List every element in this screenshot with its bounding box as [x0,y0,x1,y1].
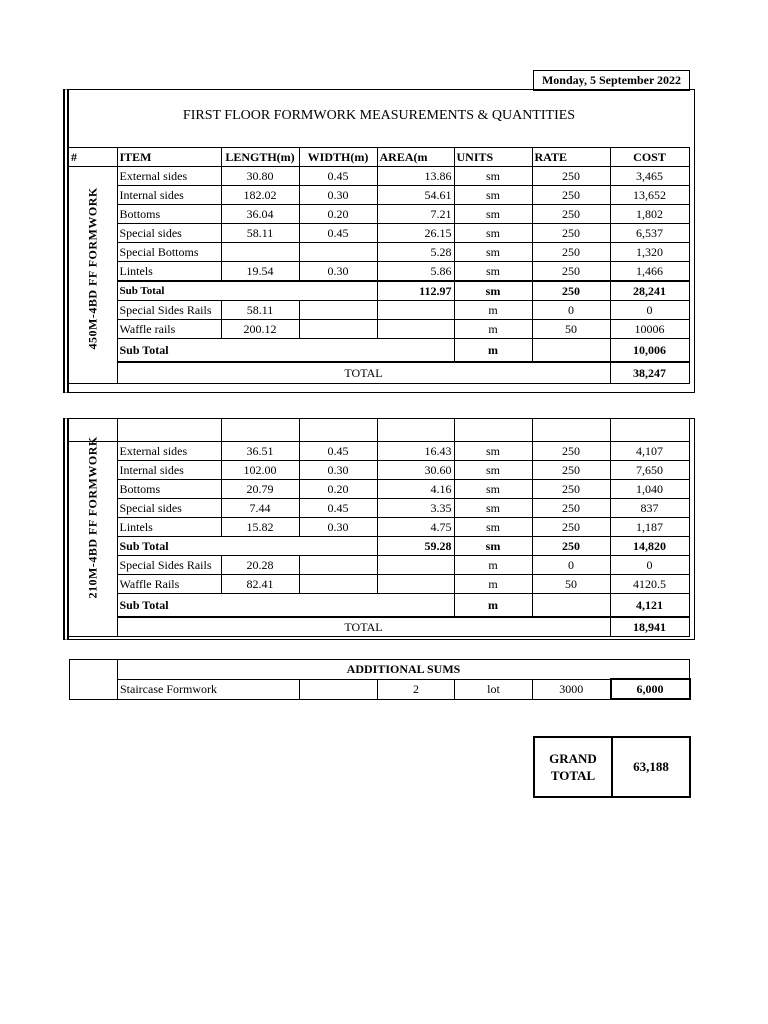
area-cell: 13.86 [377,167,454,186]
total-row [69,362,689,384]
width-cell: 0.20 [299,205,377,224]
rate-cell: 3000 [533,679,611,699]
subtotal-cost: 10,006 [610,339,689,363]
length-cell: 36.51 [221,442,299,461]
rate-cell: 250 [532,186,610,205]
col-header-rate: RATE [532,148,610,167]
rate-cell: 0 [532,556,610,575]
area-cell: 30.60 [377,461,454,480]
units-cell: m [454,320,532,339]
subtotal-area: 59.28 [377,537,454,556]
units-cell: sm [454,442,532,461]
rate-cell: 250 [532,167,610,186]
rate-cell: 0 [532,301,610,320]
additional-title: ADDITIONAL SUMS [118,660,690,680]
subtotal-label: Sub Total [117,594,454,618]
rate-cell: 50 [532,575,610,594]
width-cell: 0.30 [299,262,377,282]
col-header-length: LENGTH(m) [221,148,299,167]
units-cell: sm [454,461,532,480]
rate-cell: 250 [532,461,610,480]
table-row [69,499,689,518]
additional-sums-table [69,659,691,700]
subtotal-row [69,281,689,301]
item-cell: Special Sides Rails [117,301,221,320]
units-cell: lot [455,679,533,699]
length-cell: 30.80 [221,167,299,186]
subtotal-row [69,339,689,363]
total-label: TOTAL [117,617,610,637]
item-cell: Staircase Formwork [118,679,300,699]
width-cell: 0.30 [299,518,377,537]
cost-cell: 4,107 [610,442,689,461]
table-row [69,243,689,262]
subtotal-cost: 28,241 [610,281,689,301]
table-row [69,518,689,537]
table-row [69,262,689,282]
units-cell: m [454,575,532,594]
area-cell: 26.15 [377,224,454,243]
table-row [69,205,689,224]
rate-cell: 50 [532,320,610,339]
cost-cell: 6,537 [610,224,689,243]
subtotal-units: m [454,594,532,618]
col-header-width: WIDTH(m) [299,148,377,167]
units-cell: sm [454,186,532,205]
length-cell: 36.04 [221,205,299,224]
subtotal-rate: 250 [532,281,610,301]
area-cell [377,320,454,339]
subtotal-rate: 250 [532,537,610,556]
grand-total-value: 63,188 [633,759,669,774]
area-cell: 7.21 [377,205,454,224]
subtotal-cost: 14,820 [610,537,689,556]
total-label: TOTAL [117,362,610,384]
table-row [69,575,689,594]
rate-cell: 250 [532,243,610,262]
total-cost: 38,247 [610,362,689,384]
subtotal-label: Sub Total [117,339,454,363]
width-cell: 0.45 [299,167,377,186]
section1-vertical-label: 450M-4BD FF FORMWORK [85,187,100,350]
grand-total-box [533,736,691,798]
units-cell: sm [454,262,532,282]
additional-header-row [70,660,690,680]
blank-cell [221,419,299,442]
subtotal-cost: 4,121 [610,594,689,618]
rate-cell: 250 [532,480,610,499]
table-row [69,224,689,243]
item-cell: Special sides [117,224,221,243]
rate-cell: 250 [532,442,610,461]
item-cell: Bottoms [117,480,221,499]
blank-cell [70,660,118,700]
blank-cell [377,419,454,442]
width-cell: 0.20 [299,480,377,499]
length-cell: 200.12 [221,320,299,339]
length-cell: 20.79 [221,480,299,499]
grand-total-label [535,738,613,796]
area-cell: 4.75 [377,518,454,537]
blank-cell [117,419,221,442]
item-cell: Lintels [117,518,221,537]
width-cell: 0.30 [299,461,377,480]
width-cell: 0.30 [299,186,377,205]
total-cost: 18,941 [610,617,689,637]
subtotal-units: m [454,339,532,363]
width-cell [300,679,378,699]
item-cell: Lintels [117,262,221,282]
grand-total-label-line2: TOTAL [550,768,596,783]
cost-cell: 0 [610,301,689,320]
units-cell: sm [454,205,532,224]
qty-cell: 2 [378,679,455,699]
subtotal-row [69,594,689,618]
width-cell [299,301,377,320]
col-header-units: UNITS [454,148,532,167]
subtotal-rate [532,594,610,618]
rate-cell: 250 [532,499,610,518]
table-row [70,679,690,699]
length-cell: 58.11 [221,301,299,320]
section1-table [69,147,690,384]
width-cell: 0.45 [299,442,377,461]
area-cell [377,301,454,320]
cost-cell: 1,187 [610,518,689,537]
units-cell: sm [454,499,532,518]
cost-cell: 4120.5 [610,575,689,594]
area-cell [377,575,454,594]
page-title: FIRST FLOOR FORMWORK MEASUREMENTS & QUANTITIES [182,108,576,123]
length-cell: 182.02 [221,186,299,205]
col-header-item: ITEM [117,148,221,167]
rate-cell: 250 [532,262,610,282]
units-cell: sm [454,167,532,186]
subtotal-units: sm [454,281,532,301]
cost-cell: 837 [610,499,689,518]
length-cell: 82.41 [221,575,299,594]
table-row [69,301,689,320]
table-row [69,186,689,205]
column-header-row [69,148,689,167]
grand-total-label-line1: GRAND [549,751,597,766]
blank-header-row [69,419,689,442]
blank-cell [610,419,689,442]
item-cell: Waffle Rails [117,575,221,594]
rate-cell: 250 [532,518,610,537]
area-cell: 5.86 [377,262,454,282]
rate-cell: 250 [532,224,610,243]
table-row [69,461,689,480]
item-cell: External sides [117,442,221,461]
cost-cell: 1,802 [610,205,689,224]
units-cell: sm [454,480,532,499]
cost-cell: 1,320 [610,243,689,262]
cost-cell: 0 [610,556,689,575]
cost-cell: 13,652 [610,186,689,205]
cost-cell: 6,000 [611,679,690,699]
length-cell: 20.28 [221,556,299,575]
item-cell: External sides [117,167,221,186]
item-cell: Internal sides [117,461,221,480]
blank-cell [454,419,532,442]
subtotal-label: Sub Total [117,281,377,301]
subtotal-row [69,537,689,556]
date-box: Monday, 5 September 2022 [533,70,690,91]
subtotal-rate [532,339,610,363]
area-cell: 3.35 [377,499,454,518]
length-cell: 19.54 [221,262,299,282]
blank-cell [299,419,377,442]
item-cell: Special sides [117,499,221,518]
area-cell: 5.28 [377,243,454,262]
cost-cell: 1,040 [610,480,689,499]
units-cell: sm [454,224,532,243]
col-header-cost: COST [610,148,689,167]
table-row [69,556,689,575]
length-cell [221,243,299,262]
section2-table [69,418,690,637]
item-cell: Internal sides [117,186,221,205]
width-cell [299,243,377,262]
area-cell: 54.61 [377,186,454,205]
table-row [69,167,689,186]
cost-cell: 10006 [610,320,689,339]
width-cell [299,320,377,339]
area-cell [377,556,454,575]
table-row [69,442,689,461]
item-cell: Waffle rails [117,320,221,339]
subtotal-units: sm [454,537,532,556]
length-cell: 102.00 [221,461,299,480]
rate-cell: 250 [532,205,610,224]
length-cell: 7.44 [221,499,299,518]
length-cell: 15.82 [221,518,299,537]
units-cell: sm [454,243,532,262]
width-cell: 0.45 [299,224,377,243]
subtotal-area: 112.97 [377,281,454,301]
cost-cell: 1,466 [610,262,689,282]
total-row [69,617,689,637]
subtotal-label: Sub Total [117,537,377,556]
table-row [69,320,689,339]
table-row [69,480,689,499]
units-cell: m [454,301,532,320]
item-cell: Special Sides Rails [117,556,221,575]
cost-cell: 7,650 [610,461,689,480]
col-header-area: AREA(m [377,148,454,167]
units-cell: m [454,556,532,575]
width-cell: 0.45 [299,499,377,518]
width-cell [299,556,377,575]
cost-cell: 3,465 [610,167,689,186]
section2-vertical-label: 210M-4BD FF FORMWORK [85,436,100,599]
col-header-hash: # [69,148,117,167]
item-cell: Special Bottoms [117,243,221,262]
area-cell: 4.16 [377,480,454,499]
area-cell: 16.43 [377,442,454,461]
blank-cell [532,419,610,442]
item-cell: Bottoms [117,205,221,224]
width-cell [299,575,377,594]
length-cell: 58.11 [221,224,299,243]
units-cell: sm [454,518,532,537]
